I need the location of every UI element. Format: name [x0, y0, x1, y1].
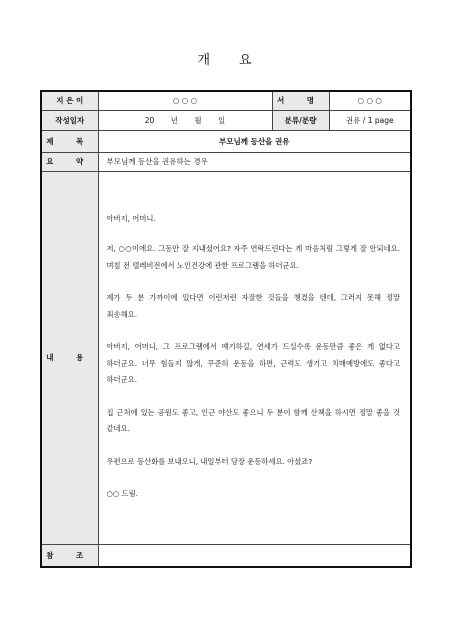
subject-label [41, 130, 98, 152]
signature-label [272, 91, 329, 110]
date-label: 작성일자 [41, 110, 98, 130]
signature-value: ○ ○ ○ [329, 91, 411, 110]
summary-row [41, 152, 411, 171]
summary-label [41, 152, 98, 171]
content-label [41, 171, 98, 544]
content-paragraph: ○○ 드림. [106, 489, 138, 498]
document-title-char: 개 [197, 53, 211, 68]
signature-label-text: 서 명 [276, 96, 325, 106]
document-title-char: 요 [239, 53, 253, 68]
date-row [41, 110, 411, 130]
date-value [98, 110, 272, 130]
date-value-text: 20 년 월 일 [144, 115, 226, 125]
content-label-text: 내 용 [46, 353, 94, 362]
content-body [98, 171, 411, 544]
content-paragraph: 우편으로 등산화를 보내오니, 내일부터 당장 운동하세요. 아셨죠? [106, 456, 313, 466]
subject-row [41, 130, 411, 152]
author-label: 지 은 이 [41, 91, 98, 110]
document-title [0, 49, 450, 68]
category-label: 분류/분량 [272, 110, 329, 130]
author-row [41, 91, 411, 110]
content-paragraph: 제가 두 분 가까이에 있다면 이런저런 자잘한 것들을 챙겼을 텐데, 그러지 못해 정말 죄송해요. [106, 293, 400, 319]
reference-label-text: 참 조 [46, 550, 94, 560]
content-paragraph: 아버지, 어머니. [106, 213, 156, 223]
reference-row [41, 544, 411, 567]
summary-value: 부모님께 등산을 권유하는 경우 [98, 152, 411, 171]
document-form-table [40, 90, 412, 568]
content-paragraph: 아버지, 어머니, 그 프로그램에서 얘기하길, 연세가 드실수록 운동만큼 좋은 게 없다고 하더군요. 너무 힘들지 않게, 꾸준히 운동을 하면, 근력도 생기고 치매예방에도 좋다고 하더군요. [106, 342, 400, 384]
content-row [41, 171, 411, 544]
category-value: 권유 / 1 page [329, 110, 411, 130]
subject-value: 부모님께 등산을 권유 [98, 130, 411, 152]
content-paragraph: 집 근처에 있는 공원도 좋고, 인근 야산도 좋으니 두 분이 함께 산책을 하시면 정말 좋을 것 같네요. [106, 407, 400, 433]
content-paragraph: 저, ○○이에요. 그동안 잘 지내셨어요? 자주 연락드린다는 게 마음처럼 그렇게 잘 안되네요. 며칠 전 텔레비전에서 노인건강에 관한 프로그램을 하더군요. [106, 244, 400, 270]
reference-value [98, 544, 411, 567]
subject-label-text: 제 목 [46, 136, 94, 146]
reference-label [41, 544, 98, 567]
summary-label-text: 요 약 [46, 157, 94, 166]
author-value: ○ ○ ○ [98, 91, 272, 110]
